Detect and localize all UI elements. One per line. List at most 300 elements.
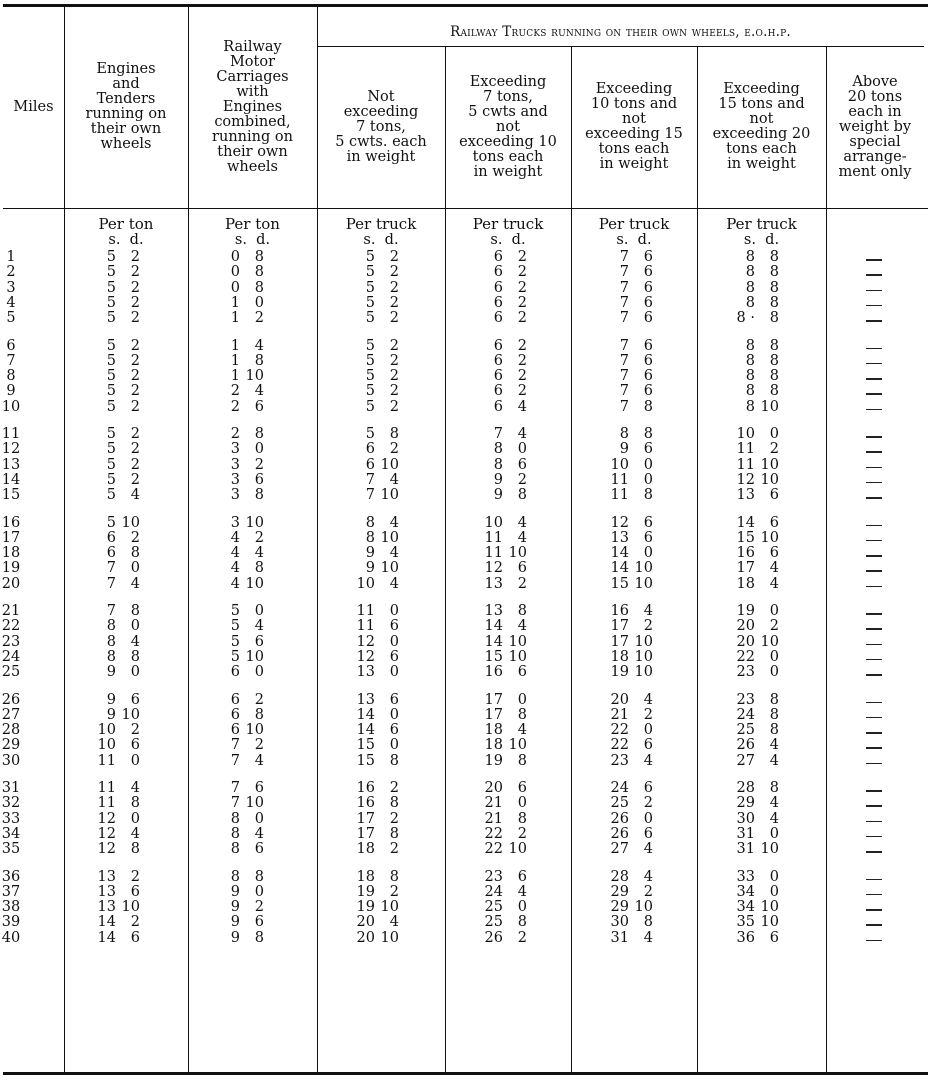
rate-cell-t10 xyxy=(481,885,527,900)
shillings: 5 xyxy=(106,398,116,415)
rate-cell-t7 xyxy=(353,931,399,946)
rate-cell-motor xyxy=(218,311,264,326)
pence: 8 xyxy=(769,310,779,327)
pence: 8 xyxy=(389,825,399,842)
miles-cell: 21 xyxy=(1,603,21,619)
pence: 2 xyxy=(389,883,399,900)
shillings: 11 xyxy=(356,603,375,619)
pence: 2 xyxy=(389,352,399,369)
shillings: 31 xyxy=(736,841,755,858)
shillings: 17 xyxy=(610,618,629,635)
sd-header: s. d. xyxy=(234,232,271,248)
rate-cell-motor xyxy=(218,250,264,265)
rate-cell-t15 xyxy=(607,931,653,946)
rate-cell-t15 xyxy=(607,619,653,634)
rate-cell-t20 xyxy=(733,442,779,457)
rate-cell-t10 xyxy=(481,604,527,619)
rate-cell-t15 xyxy=(607,339,653,354)
pence: 6 xyxy=(643,264,653,281)
shillings: 7 xyxy=(230,737,240,754)
pence: 0 xyxy=(130,664,140,681)
no-rate-dash xyxy=(866,546,882,561)
miles-cell: 31 xyxy=(1,780,21,796)
rate-cell-t20 xyxy=(733,931,779,946)
shillings: 8 xyxy=(365,529,375,546)
shillings: 20 xyxy=(356,914,375,931)
rate-cell-motor xyxy=(218,870,264,885)
no-rate-dash xyxy=(866,250,882,265)
shillings: 5 xyxy=(365,294,375,311)
pence: 0 xyxy=(769,825,779,842)
shillings: 7 xyxy=(365,471,375,488)
rate-cell-engines xyxy=(94,384,140,399)
rate-cell-t20 xyxy=(733,354,779,369)
pence: 6 xyxy=(254,841,264,858)
rate-cell-t20 xyxy=(733,400,779,415)
shillings: 11 xyxy=(97,795,116,812)
no-rate-dash xyxy=(866,311,882,326)
rate-cell-t20 xyxy=(733,708,779,723)
pence: 2 xyxy=(389,249,399,265)
rate-cell-t20 xyxy=(733,250,779,265)
pence: 10 xyxy=(760,914,779,931)
rate-cell-t20 xyxy=(733,723,779,738)
rate-cell-t10 xyxy=(481,577,527,592)
rate-cell-engines xyxy=(94,516,140,531)
pence: 4 xyxy=(769,810,779,827)
rate-cell-motor xyxy=(218,339,264,354)
miles-cell: 25 xyxy=(1,664,21,681)
pence: 2 xyxy=(769,441,779,458)
shillings: 23 xyxy=(610,752,629,769)
rate-cell-t7 xyxy=(353,473,399,488)
pence: 4 xyxy=(254,383,264,400)
pence: 2 xyxy=(130,722,140,739)
pence: 0 xyxy=(643,456,653,473)
pence: 2 xyxy=(517,264,527,281)
shillings: 22 xyxy=(484,825,503,842)
pence: 8 xyxy=(643,398,653,415)
rate-cell-t7 xyxy=(353,796,399,811)
rate-cell-t15 xyxy=(607,796,653,811)
pence: 2 xyxy=(517,575,527,592)
pence: 4 xyxy=(389,575,399,592)
rate-cell-t7 xyxy=(353,635,399,650)
rate-cell-motor xyxy=(218,265,264,280)
rate-cell-engines xyxy=(94,796,140,811)
pence: 10 xyxy=(508,648,527,665)
rate-cell-t10 xyxy=(481,635,527,650)
rate-cell-t10 xyxy=(481,339,527,354)
shillings: 13 xyxy=(97,868,116,885)
miles-cell: 35 xyxy=(1,841,21,858)
pence: 0 xyxy=(389,633,399,650)
pence: 2 xyxy=(130,868,140,885)
pence: 2 xyxy=(130,310,140,327)
no-rate-dash xyxy=(866,384,882,399)
sd-header: s. d. xyxy=(363,232,399,248)
rate-cell-t15 xyxy=(607,400,653,415)
miles-cell: 7 xyxy=(6,352,16,369)
pence: 4 xyxy=(254,545,264,562)
rate-cell-motor xyxy=(218,842,264,857)
pence: 4 xyxy=(517,618,527,635)
shillings: 8 xyxy=(619,426,629,442)
shillings: 9 xyxy=(106,691,116,708)
rate-cell-t15 xyxy=(607,281,653,296)
shillings: 25 xyxy=(610,795,629,812)
pence: 0 xyxy=(389,664,399,681)
rate-cell-t20 xyxy=(733,842,779,857)
pence: 2 xyxy=(517,825,527,842)
shillings: 2 xyxy=(230,383,240,400)
shillings: 20 xyxy=(484,780,503,796)
shillings: 20 xyxy=(356,929,375,946)
pence: 0 xyxy=(643,545,653,562)
pence: 6 xyxy=(769,514,779,531)
shillings: 6 xyxy=(230,691,240,708)
rate-cell-t10 xyxy=(481,442,527,457)
miles-cell: 20 xyxy=(1,575,21,592)
rate-cell-t7 xyxy=(353,812,399,827)
shillings: 6 xyxy=(106,529,116,546)
shillings: 13 xyxy=(356,664,375,681)
unit-text: Per ton xyxy=(225,215,280,233)
miles-cell: 22 xyxy=(1,618,21,635)
no-rate-dash xyxy=(866,885,882,900)
rate-cell-t15 xyxy=(607,265,653,280)
rate-cell-motor xyxy=(218,384,264,399)
group-divider-rule xyxy=(317,46,924,47)
shillings: 7 xyxy=(619,383,629,400)
rate-cell-t20 xyxy=(733,561,779,576)
rate-cell-motor xyxy=(218,369,264,384)
pence: 8 xyxy=(517,487,527,504)
no-rate-dash xyxy=(866,442,882,457)
rate-cell-t20 xyxy=(733,650,779,665)
rate-cell-t7 xyxy=(353,354,399,369)
shillings: 9 xyxy=(106,664,116,681)
shillings: 5 xyxy=(365,337,375,354)
pence: 6 xyxy=(130,929,140,946)
rate-cell-t10 xyxy=(481,842,527,857)
no-rate-dash xyxy=(866,619,882,634)
pence: 6 xyxy=(254,914,264,931)
rate-cell-t15 xyxy=(607,604,653,619)
shillings: 26 xyxy=(610,810,629,827)
rate-cell-t15 xyxy=(607,516,653,531)
shillings: 11 xyxy=(736,456,755,473)
no-rate-dash xyxy=(866,354,882,369)
shillings: 7 xyxy=(619,398,629,415)
pence: 6 xyxy=(643,780,653,796)
pence: 8 xyxy=(769,264,779,281)
rate-cell-t20 xyxy=(733,296,779,311)
shillings: 4 xyxy=(230,575,240,592)
no-rate-dash xyxy=(866,754,882,769)
rate-cell-engines xyxy=(94,488,140,503)
pence: 2 xyxy=(389,264,399,281)
shillings: 30 xyxy=(610,914,629,931)
pence: 8 xyxy=(643,914,653,931)
pence: 4 xyxy=(130,633,140,650)
rate-cell-t7 xyxy=(353,693,399,708)
pence: 2 xyxy=(130,398,140,415)
shillings: 35 xyxy=(736,914,755,931)
pence: 6 xyxy=(769,545,779,562)
rate-cell-engines xyxy=(94,827,140,842)
shillings: 14 xyxy=(484,618,503,635)
no-rate-dash xyxy=(866,561,882,576)
pence: 2 xyxy=(130,368,140,385)
rate-cell-engines xyxy=(94,915,140,930)
shillings: 33 xyxy=(736,868,755,885)
rate-cell-t15 xyxy=(607,427,653,442)
shillings: 16 xyxy=(484,664,503,681)
shillings: 7 xyxy=(619,249,629,265)
rate-cell-t10 xyxy=(481,369,527,384)
pence: 8 xyxy=(517,752,527,769)
rate-cell-t15 xyxy=(607,708,653,723)
shillings: 14 xyxy=(484,633,503,650)
shillings: 3 xyxy=(230,456,240,473)
rate-cell-t20 xyxy=(733,781,779,796)
rate-cell-engines xyxy=(94,369,140,384)
pence: 0 xyxy=(643,722,653,739)
shillings: 6 xyxy=(493,264,503,281)
col-header-t7: Not exceeding 7 tons, 5 cwts. each in weight xyxy=(335,88,427,165)
unit-label-t7 xyxy=(317,216,445,248)
pence: 10 xyxy=(245,795,264,812)
shillings: 8 xyxy=(745,249,755,265)
pence: 0 xyxy=(769,648,779,665)
shillings: 6 xyxy=(493,249,503,265)
pence: 6 xyxy=(643,368,653,385)
pence: 4 xyxy=(254,825,264,842)
shillings: 3 xyxy=(230,471,240,488)
shillings: 11 xyxy=(610,487,629,504)
shillings: 18 xyxy=(736,575,755,592)
no-rate-dash xyxy=(866,458,882,473)
rate-cell-motor xyxy=(218,400,264,415)
miles-cell: 30 xyxy=(1,752,21,769)
rate-cell-t15 xyxy=(607,354,653,369)
rate-cell-motor xyxy=(218,281,264,296)
miles-cell: 5 xyxy=(6,310,16,327)
rate-cell-motor xyxy=(218,708,264,723)
rate-cell-t20 xyxy=(733,427,779,442)
shillings: 11 xyxy=(484,545,503,562)
rate-cell-motor xyxy=(218,738,264,753)
shillings: 10 xyxy=(356,575,375,592)
rate-cell-t20 xyxy=(733,738,779,753)
rate-cell-t15 xyxy=(607,650,653,665)
shillings: 36 xyxy=(736,929,755,946)
shillings: 23 xyxy=(736,664,755,681)
shillings: 27 xyxy=(736,752,755,769)
pence: 8 xyxy=(517,914,527,931)
pence: 10 xyxy=(634,633,653,650)
pence: 10 xyxy=(760,471,779,488)
shillings: 12 xyxy=(610,514,629,531)
rate-cell-t7 xyxy=(353,531,399,546)
rate-cell-motor xyxy=(218,354,264,369)
miles-cell: 4 xyxy=(6,294,16,311)
pence: 2 xyxy=(517,383,527,400)
pence: 8 xyxy=(254,706,264,723)
shillings: 5 xyxy=(230,603,240,619)
sd-header: s. d. xyxy=(108,232,144,248)
miles-cell: 26 xyxy=(1,691,21,708)
rate-cell-t15 xyxy=(607,900,653,915)
rate-cell-engines xyxy=(94,265,140,280)
pence: 6 xyxy=(769,929,779,946)
shillings: 9 xyxy=(230,883,240,900)
pence: 8 xyxy=(643,487,653,504)
pence: 0 xyxy=(769,603,779,619)
pence: 4 xyxy=(389,914,399,931)
rate-cell-motor xyxy=(218,931,264,946)
rate-cell-t15 xyxy=(607,458,653,473)
shillings: 29 xyxy=(610,899,629,916)
pence: 0 xyxy=(517,691,527,708)
pence: 8 xyxy=(769,383,779,400)
pence: 8 xyxy=(769,352,779,369)
shillings: 5 xyxy=(106,368,116,385)
top-rule xyxy=(3,4,928,7)
rate-cell-engines xyxy=(94,561,140,576)
shillings: 15 xyxy=(610,575,629,592)
rate-cell-t7 xyxy=(353,754,399,769)
rate-cell-motor xyxy=(218,604,264,619)
shillings: 5 xyxy=(230,648,240,665)
pence: 8 xyxy=(769,337,779,354)
rate-cell-engines xyxy=(94,354,140,369)
shillings: 5 xyxy=(106,383,116,400)
pence: 10 xyxy=(508,841,527,858)
shillings: 19 xyxy=(356,883,375,900)
miles-cell: 19 xyxy=(1,560,21,577)
pence: 2 xyxy=(130,471,140,488)
shillings: 10 xyxy=(97,722,116,739)
shillings: 6 xyxy=(230,722,240,739)
rate-cell-t20 xyxy=(733,915,779,930)
pence: 10 xyxy=(380,929,399,946)
no-rate-dash xyxy=(866,369,882,384)
miles-cell: 6 xyxy=(6,337,16,354)
shillings: 18 xyxy=(356,868,375,885)
shillings: 2 xyxy=(230,426,240,442)
rate-cell-t7 xyxy=(353,604,399,619)
pence: 8 xyxy=(769,722,779,739)
shillings: 5 xyxy=(365,279,375,296)
shillings: 25 xyxy=(736,722,755,739)
shillings: 17 xyxy=(736,560,755,577)
pence: 8 xyxy=(254,426,264,442)
rate-cell-t15 xyxy=(607,635,653,650)
pence: 0 xyxy=(254,603,264,619)
pence: 2 xyxy=(517,310,527,327)
shillings: 8 xyxy=(106,618,116,635)
shillings: 15 xyxy=(356,737,375,754)
pence: 6 xyxy=(517,456,527,473)
shillings: 5 xyxy=(106,514,116,531)
pence: 2 xyxy=(643,706,653,723)
shillings: 1 xyxy=(230,294,240,311)
pence: 4 xyxy=(389,471,399,488)
pence: 8 xyxy=(389,795,399,812)
shillings: 20 xyxy=(610,691,629,708)
pence: 6 xyxy=(254,471,264,488)
pence: 8 xyxy=(254,352,264,369)
unit-label-engines xyxy=(64,216,188,248)
rate-cell-t7 xyxy=(353,885,399,900)
pence: 2 xyxy=(389,841,399,858)
rate-cell-t20 xyxy=(733,827,779,842)
pence: 10 xyxy=(245,575,264,592)
miles-cell: 29 xyxy=(1,737,21,754)
pence: 8 xyxy=(254,560,264,577)
rate-cell-motor xyxy=(218,754,264,769)
no-rate-dash xyxy=(866,577,882,592)
miles-cell: 13 xyxy=(1,456,21,473)
shillings: 7 xyxy=(106,603,116,619)
shillings: 8 · xyxy=(736,310,755,327)
rate-cell-t7 xyxy=(353,442,399,457)
shillings: 1 xyxy=(230,368,240,385)
pence: 8 xyxy=(130,648,140,665)
no-rate-dash xyxy=(866,708,882,723)
pence: 8 xyxy=(769,279,779,296)
pence: 4 xyxy=(130,575,140,592)
rate-cell-t20 xyxy=(733,311,779,326)
shillings: 5 xyxy=(106,337,116,354)
shillings: 15 xyxy=(736,529,755,546)
shillings: 19 xyxy=(484,752,503,769)
shillings: 16 xyxy=(356,795,375,812)
unit-label-t20 xyxy=(697,216,826,248)
miles-cell: 8 xyxy=(6,368,16,385)
rate-cell-t7 xyxy=(353,708,399,723)
pence: 4 xyxy=(517,883,527,900)
pence: 2 xyxy=(389,368,399,385)
pence: 8 xyxy=(643,426,653,442)
shillings: 10 xyxy=(484,514,503,531)
no-rate-dash xyxy=(866,915,882,930)
col-header-t15: Exceeding 10 tons and not exceeding 15 tons each in weight xyxy=(585,81,683,172)
shillings: 1 xyxy=(230,310,240,327)
rate-cell-motor xyxy=(218,546,264,561)
shillings: 15 xyxy=(356,752,375,769)
rate-cell-t15 xyxy=(607,885,653,900)
unit-label-t15 xyxy=(571,216,697,248)
pence: 0 xyxy=(769,426,779,442)
rate-cell-t10 xyxy=(481,900,527,915)
rate-cell-t10 xyxy=(481,738,527,753)
shillings: 13 xyxy=(484,575,503,592)
pence: 0 xyxy=(643,471,653,488)
rate-cell-t15 xyxy=(607,723,653,738)
rate-cell-t7 xyxy=(353,577,399,592)
rate-cell-motor xyxy=(218,442,264,457)
pence: 0 xyxy=(130,560,140,577)
shillings: 16 xyxy=(736,545,755,562)
shillings: 5 xyxy=(106,426,116,442)
pence: 8 xyxy=(517,706,527,723)
shillings: 3 xyxy=(230,441,240,458)
sd-header: s. d. xyxy=(616,232,652,248)
pence: 4 xyxy=(254,337,264,354)
